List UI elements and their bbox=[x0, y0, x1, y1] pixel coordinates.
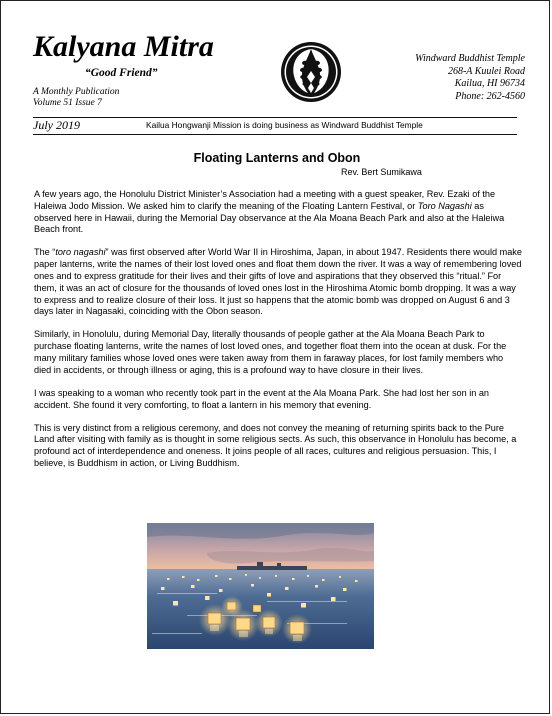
paragraph-2-text-b: ” was first observed after World War II in Hiroshima, Japan, in about 1947. Residents there would make paper lanterns, write the names of their lost loved ones and float them down the river. It was a way of remembering loved ones and to express gratitude for their lives and their gifts of love and aspirations that they observed this “ritual.” For them, it was an act of closure for the thousands of loved ones lost in the Hiroshima Atomic bomb dropping. It was a way to express and to realize closure of their loss. It just so happens that the atomic bomb was dropped on August 6 and 3 days later in Nagasaki, coinciding with the Obon season. bbox=[34, 247, 522, 317]
header-rule-bottom bbox=[33, 134, 517, 135]
volume-issue: Volume 51 Issue 7 bbox=[33, 98, 102, 108]
street-address: 268-A Kuulei Road bbox=[447, 65, 525, 77]
dateline bbox=[33, 118, 517, 134]
paragraph-5: This is very distinct from a religious ceremony, and does not convey the meaning of returning spirits back to the Pure Land after visiting with family as is thought in some religious sects. As such, this observance in Honolulu has become, a profound act of interdependence and oneness. It joins people of all races, cultures and religious persuasion. This, I believe, is Buddhism in action, or Living Buddhism. bbox=[34, 422, 517, 468]
masthead bbox=[33, 31, 533, 111]
newsletter-title: Kalyana Mitra bbox=[33, 30, 214, 63]
paragraph-1 bbox=[34, 189, 522, 236]
article-author: Rev. Bert Sumikawa bbox=[341, 167, 422, 177]
paragraph-2-emphasis: toro nagashi bbox=[55, 247, 106, 258]
publication-frequency: A Monthly Publication bbox=[33, 87, 120, 97]
paragraph-1-text-b: as observed here in Hawaii, during the Memorial Day observance at the Ala Moana Beach Park and also at the Haleiwa Beach front. bbox=[34, 200, 505, 235]
article-body bbox=[34, 189, 522, 481]
paragraph-4: I was speaking to a woman who recently took part in the event at the Ala Moana Park. She had lost her son in an accident. She found it very comforting, to float a lantern in his memory that evening. bbox=[34, 387, 489, 410]
newsletter-subtitle: “Good Friend” bbox=[85, 67, 158, 79]
issue-date: July 2019 bbox=[33, 118, 80, 132]
temple-name: Windward Buddhist Temple bbox=[415, 53, 525, 64]
publication-info bbox=[33, 87, 119, 109]
paragraph-2-text-a: The “ bbox=[34, 247, 56, 258]
paragraph-2 bbox=[34, 247, 522, 318]
paragraph-1-text-a: A few years ago, the Honolulu District Minister’s Association had a meeting with a guest speaker, Rev. Ezaki of the Haleiwa Jodo Mission. We asked him to clarify the meaning of the Floating Lantern Festival, or bbox=[34, 189, 496, 211]
floating-lanterns-photo bbox=[147, 523, 374, 649]
paragraph-3: Similarly, in Honolulu, during Memorial Day, literally thousands of people gather at the Ala Moana Beach Park to purchase floating lanterns, write the names of lost loved ones, and together float them into the ocean at dusk. For the many military families whose loved ones were taken away from them in faraway places, for lost family members who died in accidents, or through illness or aging, this is a profound way to have closure in their lives. bbox=[34, 329, 507, 375]
dba-notice: Kailua Hongwanji Mission is doing business as Windward Buddhist Temple bbox=[146, 120, 423, 130]
city-state-zip: Kailua, HI 96734 bbox=[454, 78, 525, 89]
temple-address bbox=[415, 53, 525, 103]
article-title: Floating Lanterns and Obon bbox=[193, 151, 361, 165]
phone-number: Phone: 262-4560 bbox=[455, 90, 525, 102]
wisteria-crest-icon bbox=[280, 41, 342, 103]
paragraph-1-emphasis: Toro Nagashi bbox=[417, 200, 472, 211]
